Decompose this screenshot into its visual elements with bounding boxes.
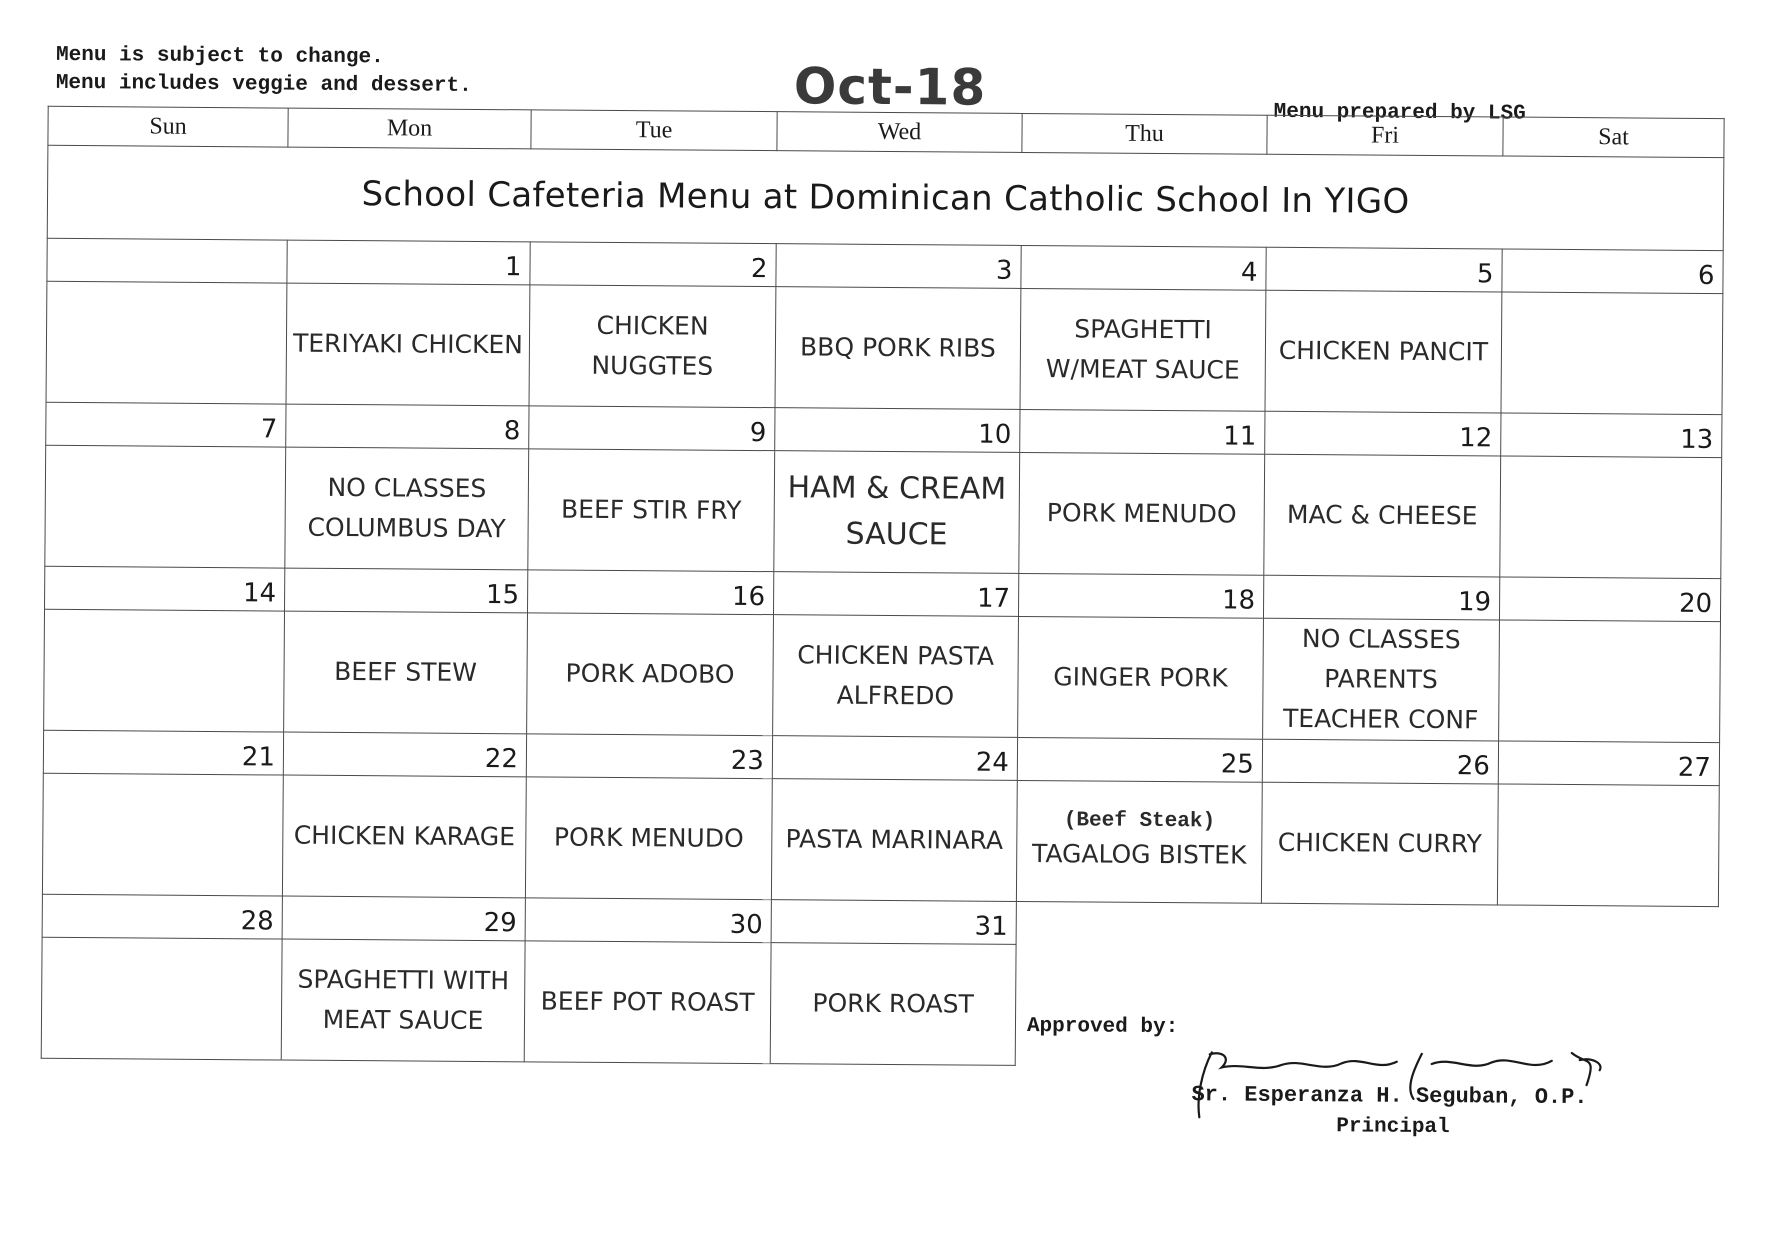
title-row xyxy=(47,145,1724,250)
date-number: 29 xyxy=(282,896,525,941)
date-number: 15 xyxy=(285,568,528,613)
date-number: 17 xyxy=(773,572,1018,617)
meal-cell: PORK MENUDO xyxy=(1019,452,1265,575)
date-number: 14 xyxy=(45,566,285,611)
date-number: 16 xyxy=(527,570,773,615)
date-number: 22 xyxy=(283,732,526,777)
date-number: 30 xyxy=(525,898,771,943)
menu-title: School Cafeteria Menu at Dominican Catholic School In YIGO xyxy=(47,145,1724,250)
date-number: 1 xyxy=(287,240,530,285)
date-number: 11 xyxy=(1020,409,1265,454)
month-heading: Oct-18 xyxy=(793,57,987,117)
weekday-wed: Wed xyxy=(777,112,1022,153)
meal-cell: TERIYAKI CHICKEN xyxy=(286,283,530,406)
meal-cell: PORK ROAST xyxy=(770,943,1016,1066)
date-number: 4 xyxy=(1021,245,1266,290)
date-number: 23 xyxy=(526,734,772,779)
week-1-meals xyxy=(46,281,1723,414)
weekday-thu: Thu xyxy=(1022,113,1267,154)
meal-cell: BEEF STIR FRY xyxy=(528,449,775,572)
meal-cell-annotated xyxy=(1016,780,1262,903)
date-number: 26 xyxy=(1262,739,1498,784)
signer-name: Sr. Esperanza H. Seguban, O.P. xyxy=(1191,1082,1588,1111)
meal-cell xyxy=(41,937,282,1060)
weekday-fri: Fri xyxy=(1267,115,1503,156)
meal-cell: PASTA MARINARA xyxy=(771,779,1017,902)
date-number: 7 xyxy=(46,402,286,447)
week-2-meals xyxy=(45,445,1722,578)
meal-cell: BEEF POT ROAST xyxy=(524,941,771,1064)
meal-cell: PORK MENUDO xyxy=(525,777,772,900)
meal-cell xyxy=(42,773,283,896)
meal-cell: CHICKEN PASTA ALFREDO xyxy=(773,615,1019,738)
approved-by-label: Approved by: xyxy=(1026,1015,1179,1040)
date-number: 28 xyxy=(42,894,282,939)
meal-cell: SPAGHETTI W/MEAT SAUCE xyxy=(1020,288,1266,411)
meal-cell: PORK ADOBO xyxy=(527,613,774,736)
meal-cell: CHICKEN NUGGTES xyxy=(529,285,776,408)
meal-cell xyxy=(1497,784,1719,907)
date-number: 21 xyxy=(43,730,283,775)
prepared-by: Menu prepared by LSG xyxy=(1273,100,1526,126)
date-number: 10 xyxy=(775,408,1020,453)
meal-cell: NO CLASSES PARENTS TEACHER CONF xyxy=(1263,618,1500,741)
note-line-1: Menu is subject to change. xyxy=(55,43,384,70)
meal-cell: BEEF STEW xyxy=(284,611,528,734)
date-number: 27 xyxy=(1498,741,1719,786)
date-number: 13 xyxy=(1501,413,1722,458)
meal-cell: MAC & CHEESE xyxy=(1264,454,1501,577)
date-number xyxy=(47,238,287,283)
date-number: 2 xyxy=(530,242,776,287)
note-line-2: Menu includes veggie and dessert. xyxy=(55,71,472,98)
date-number: 20 xyxy=(1499,577,1720,622)
meal-cell: HAM & CREAM SAUCE xyxy=(774,451,1020,574)
meal-cell: BBQ PORK RIBS xyxy=(775,287,1021,410)
signer-title: Principal xyxy=(1336,1115,1450,1140)
date-number: 31 xyxy=(771,900,1016,945)
date-number: 6 xyxy=(1502,249,1723,294)
menu-notes xyxy=(56,42,472,101)
meal-cell xyxy=(45,445,286,568)
meal-cell: CHICKEN KARAGE xyxy=(282,775,526,898)
date-number: 9 xyxy=(529,406,775,451)
weekday-tue: Tue xyxy=(531,110,777,151)
meal-text: TAGALOG BISTEK xyxy=(1031,839,1247,870)
meal-annotation: (Beef Steak) xyxy=(1063,809,1216,834)
date-number: 12 xyxy=(1265,411,1501,456)
meal-cell xyxy=(1499,620,1721,743)
weekday-sat: Sat xyxy=(1503,117,1724,158)
meal-cell: CHICKEN CURRY xyxy=(1261,782,1498,905)
meal-cell xyxy=(44,609,285,732)
weekday-mon: Mon xyxy=(288,108,531,149)
date-number: 3 xyxy=(776,244,1021,289)
meal-cell xyxy=(1500,456,1722,579)
meal-cell xyxy=(1501,292,1723,415)
meal-cell xyxy=(46,281,287,404)
date-number: 8 xyxy=(286,404,529,449)
date-number: 19 xyxy=(1263,575,1499,620)
menu-calendar xyxy=(41,106,1725,1071)
meal-cell: CHICKEN PANCIT xyxy=(1265,290,1502,413)
weekday-sun: Sun xyxy=(48,106,288,147)
date-number: 24 xyxy=(772,736,1017,781)
meal-cell: NO CLASSES COLUMBUS DAY xyxy=(285,447,529,570)
week-3-meals xyxy=(44,609,1721,742)
date-number: 5 xyxy=(1266,247,1502,292)
week-4-meals xyxy=(42,773,1719,906)
meal-cell: GINGER PORK xyxy=(1018,616,1264,739)
date-number: 25 xyxy=(1017,737,1262,782)
date-number: 18 xyxy=(1018,573,1263,618)
meal-cell: SPAGHETTI WITH MEAT SAUCE xyxy=(281,939,525,1062)
